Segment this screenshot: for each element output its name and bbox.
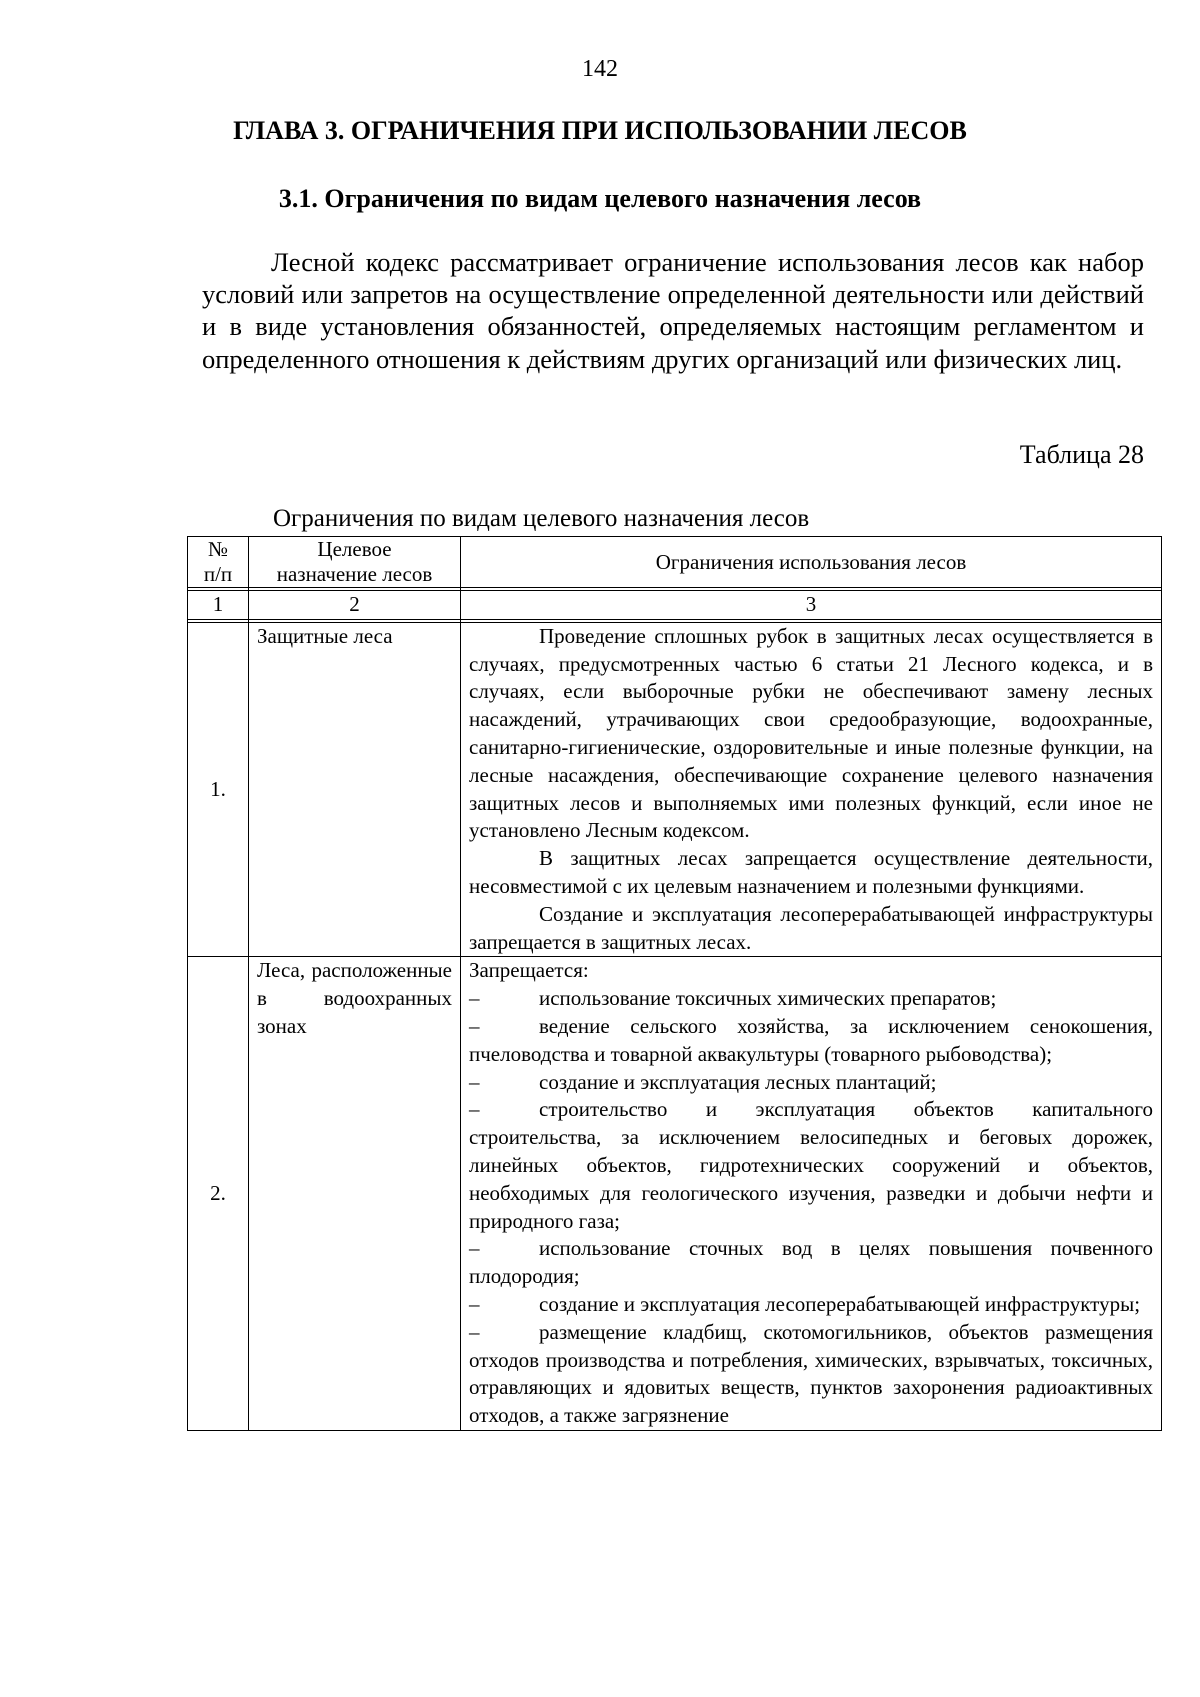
restriction-item	[469, 1291, 1153, 1319]
restriction-paragraph: В защитных лесах запрещается осуществление деятельности, несовместимой с их целевым назначением и полезными функциями.	[469, 846, 1153, 898]
restriction-item	[469, 1235, 1153, 1291]
table-row	[188, 957, 1162, 1431]
restriction-intro: Запрещается:	[469, 958, 589, 983]
restriction-item-text: создание и эксплуатация лесных плантаций;	[539, 1069, 937, 1094]
restriction-item-text: строительство и эксплуатация объектов капитального строительства, за исключением велосипедных и беговых дорожек, линейных объектов, гидротехнических сооружений и объектов, необходимых для геологического изучения, разведки и добычи нефти и природного газа;	[469, 1097, 1153, 1233]
chapter-title: ГЛАВА 3. ОГРАНИЧЕНИЯ ПРИ ИСПОЛЬЗОВАНИИ ЛЕСОВ	[233, 116, 967, 145]
col-number-2: 2	[249, 591, 461, 620]
header-num-line1: №	[207, 537, 229, 561]
restrictions-table	[187, 536, 1162, 1431]
col-number-1: 1	[188, 591, 249, 620]
row-purpose: Защитные леса	[249, 622, 461, 957]
row-restrictions	[461, 957, 1162, 1431]
restriction-item	[469, 985, 1153, 1013]
dash-marker: –	[469, 1291, 480, 1316]
header-purpose	[249, 537, 461, 588]
column-number-row	[188, 591, 1162, 620]
header-purpose-line1: Целевое	[317, 537, 392, 561]
header-restrictions: Ограничения использования лесов	[461, 537, 1162, 588]
restriction-item-text: создание и эксплуатация лесоперерабатывающей инфраструктуры;	[539, 1291, 1141, 1316]
table-caption: Ограничения по видам целевого назначения лесов	[273, 505, 810, 532]
dash-marker: –	[469, 986, 480, 1011]
header-num	[188, 537, 249, 588]
restriction-item-text: ведение сельского хозяйства, за исключением сенокошения, пчеловодства и товарной аквакультуры (товарного рыбоводства);	[469, 1013, 1153, 1066]
section-title: 3.1. Ограничения по видам целевого назначения лесов	[278, 184, 922, 213]
header-purpose-line2: назначение лесов	[276, 562, 433, 586]
page-number: 142	[582, 56, 618, 82]
restriction-item	[469, 1096, 1153, 1235]
table-row	[188, 622, 1162, 957]
header-num-line2: п/п	[203, 562, 233, 586]
restriction-paragraph: Создание и эксплуатация лесоперерабатывающей инфраструктуры запрещается в защитных лесах.	[469, 901, 1153, 954]
row-number: 2.	[188, 957, 249, 1431]
dash-marker: –	[469, 1069, 480, 1094]
restriction-item-text: использование сточных вод в целях повышения почвенного плодородия;	[469, 1236, 1153, 1289]
table-label: Таблица 28	[1019, 440, 1144, 469]
dash-marker: –	[469, 1319, 480, 1344]
col-number-3: 3	[461, 591, 1162, 620]
restriction-item-text: размещение кладбищ, скотомогильников, объектов размещения отходов производства и потребления, химических, взрывчатых, токсичных, отравляющих и ядовитых веществ, пунктов захоронения радиоактивных отходов, а также загрязнение	[469, 1319, 1153, 1428]
restriction-item	[469, 1319, 1153, 1430]
dash-marker: –	[469, 1097, 480, 1122]
table-header-row	[188, 537, 1162, 588]
dash-marker: –	[469, 1236, 480, 1261]
dash-marker: –	[469, 1013, 480, 1038]
row-number: 1.	[188, 622, 249, 957]
intro-paragraph: Лесной кодекс рассматривает ограничение использования лесов как набор условий или запретов на осуществление определенной деятельности или действий и в виде установления обязанностей, определяемых настоящим регламентом и определенного отношения к действиям других организаций или физических лиц.	[202, 247, 1144, 374]
restriction-paragraph: Проведение сплошных рубок в защитных лесах осуществляется в случаях, предусмотренных частью 6 статьи 21 Лесного кодекса, и в случаях, если выборочные рубки не обеспечивают замену лесных насаждений, утрачивающих свои средообразующие, водоохранные, санитарно-гигиенические, оздоровительные и иные полезные функции, на лесные насаждения, обеспечивающие сохранение целевого назначения защитных лесов и выполняемых ими полезных функций, если иное не установлено Лесным кодексом.	[469, 623, 1153, 843]
row-restrictions	[461, 622, 1162, 957]
restriction-item-text: использование токсичных химических препаратов;	[539, 986, 997, 1011]
restriction-item	[469, 1069, 1153, 1097]
row-purpose: Леса, расположенные в водоохранных зонах	[249, 957, 461, 1431]
restriction-item	[469, 1013, 1153, 1069]
